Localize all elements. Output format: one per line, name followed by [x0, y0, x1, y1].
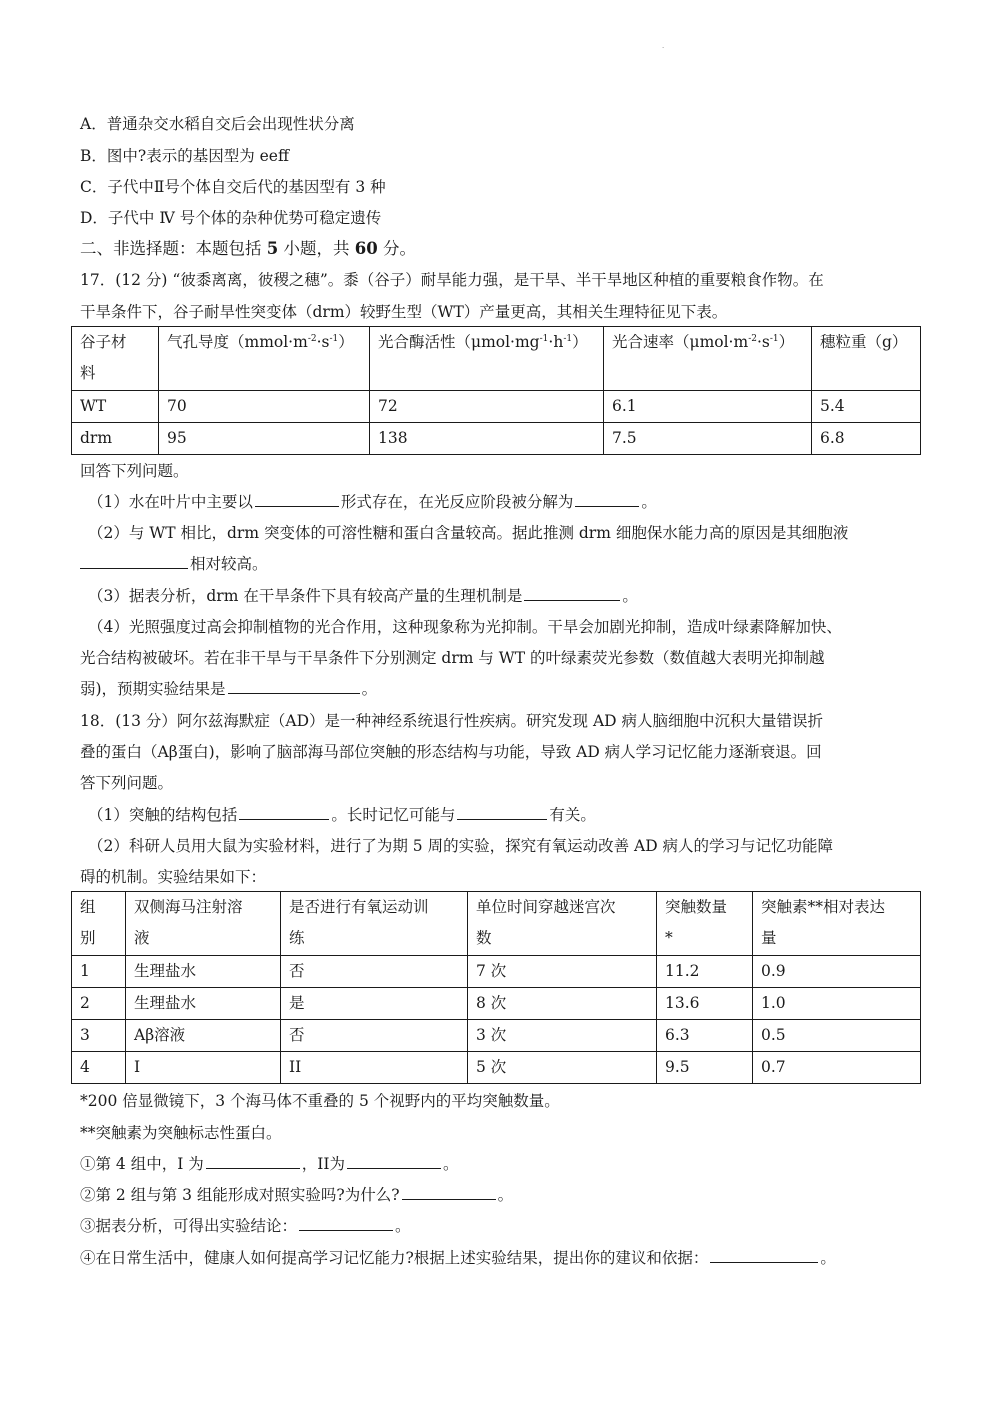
q17-answer-intro: 回答下列问题。 — [80, 462, 189, 480]
q18-cell: II — [281, 1052, 468, 1084]
q18-intro-line2: 叠的蛋白（Aβ蛋白)，影响了脑部海马部位突触的形态结构与功能，导致 AD 病人学习记忆能力逐渐衰退。回 — [80, 743, 822, 761]
q17-table-row — [72, 391, 921, 423]
q17-table-row — [72, 423, 921, 455]
q17-header-stomatal: 气孔导度$(mmol\cdot m^{-2}\cdot s^{-1})$ — [159, 327, 370, 391]
answer-blank[interactable] — [402, 1185, 496, 1200]
q18-header-injection: 双侧海马注射溶 液 — [126, 892, 281, 956]
q17-header-enzyme: 光合酶活性$(\mu mol\cdot mg^{-1}\cdot h^{-1})$ — [370, 327, 604, 391]
q18-cell: 是 — [281, 988, 468, 1020]
q18-sub1: ①第 4 组中，I 为 ，II为 。 — [80, 1155, 459, 1173]
page-mark: · — [662, 44, 665, 52]
q18-sub3: ③据表分析，可得出实验结论： 。 — [80, 1217, 411, 1235]
option-d: D．子代中 Ⅳ 号个体的杂种优势可稳定遗传 — [80, 209, 382, 227]
option-a: A．普通杂交水稻自交后会出现性状分离 — [80, 115, 355, 133]
q18-cell: 2 — [72, 988, 126, 1020]
q18-sub4: ④在日常生活中，健康人如何提高学习记忆能力?根据上述实验结果，提出你的建议和依据： 。 — [80, 1249, 836, 1267]
q17-part4-line2: 光合结构被破坏。若在非干旱与干旱条件下分别测定 drm 与 WT 的叶绿素荧光参数（数值越大表明光抑制越 — [80, 649, 825, 667]
q18-cell: I — [126, 1052, 281, 1084]
q17-cell: drm — [72, 423, 159, 455]
q17-part2-line2: 相对较高。 — [80, 554, 268, 574]
q18-footnote-1: *200 倍显微镜下，3 个海马体不重叠的 5 个视野内的平均突触数量。 — [80, 1092, 560, 1110]
q18-cell: 生理盐水 — [126, 988, 281, 1020]
q18-footnote-2: **突触素为突触标志性蛋白。 — [80, 1124, 282, 1142]
q18-cell: Aβ溶液 — [126, 1020, 281, 1052]
q18-cell: 生理盐水 — [126, 956, 281, 988]
q18-cell: 3 次 — [468, 1020, 657, 1052]
q17-header-rate: 光合速率$(\mu mol\cdot m^{-2}\cdot s^{-1})$ — [604, 327, 812, 391]
q18-cell: 1.0 — [753, 988, 921, 1020]
q17-cell: 5.4 — [812, 391, 921, 423]
q17-cell: 6.1 — [604, 391, 812, 423]
q18-header-synapse: 突触数量 * — [657, 892, 753, 956]
q18-table-row — [72, 1020, 921, 1052]
q17-cell: 6.8 — [812, 423, 921, 455]
q17-cell: 7.5 — [604, 423, 812, 455]
q18-cell: 0.9 — [753, 956, 921, 988]
q18-cell: 0.5 — [753, 1020, 921, 1052]
answer-blank[interactable] — [206, 1154, 300, 1169]
q18-cell: 7 次 — [468, 956, 657, 988]
q18-header-exercise: 是否进行有氧运动训 练 — [281, 892, 468, 956]
q18-table-row — [72, 988, 921, 1020]
q17-header-grain: 穗粒重（g） — [812, 327, 921, 391]
q18-intro-line3: 答下列问题。 — [80, 774, 174, 792]
q18-cell: 11.2 — [657, 956, 753, 988]
q17-part1: （1）水在叶片中主要以 形式存在，在光反应阶段被分解为 。 — [88, 493, 657, 511]
q17-cell: 70 — [159, 391, 370, 423]
answer-blank[interactable] — [255, 492, 339, 507]
q18-cell: 4 — [72, 1052, 126, 1084]
q17-table — [71, 326, 921, 455]
q18-header-group: 组 别 — [72, 892, 126, 956]
q18-cell: 否 — [281, 1020, 468, 1052]
q18-table — [71, 891, 921, 1084]
q18-part1: （1）突触的结构包括 。长时记忆可能与 有关。 — [88, 806, 596, 824]
q17-cell: WT — [72, 391, 159, 423]
q18-header-synaptophysin: 突触素**相对表达 量 — [753, 892, 921, 956]
q18-cell: 6.3 — [657, 1020, 753, 1052]
q18-part2-line2: 碍的机制。实验结果如下： — [80, 868, 267, 886]
q18-cell: 13.6 — [657, 988, 753, 1020]
answer-blank[interactable] — [524, 586, 620, 601]
option-c: C．子代中Ⅱ号个体自交后代的基因型有 3 种 — [80, 178, 386, 196]
option-b: B．图中?表示的基因型为 eeff — [80, 147, 289, 165]
answer-blank[interactable] — [457, 805, 547, 820]
q18-header-maze: 单位时间穿越迷宫次 数 — [468, 892, 657, 956]
q18-cell: 1 — [72, 956, 126, 988]
q17-intro-line1: 17．(12 分) “彼黍离离，彼稷之穗”。黍（谷子）耐旱能力强，是干旱、半干旱地区种植的重要粮食作物。在 — [80, 271, 824, 289]
q17-part4-line1: （4）光照强度过高会抑制植物的光合作用，这种现象称为光抑制。干旱会加剧光抑制，造成叶绿素降解加快、 — [88, 618, 842, 636]
answer-blank[interactable] — [299, 1216, 393, 1231]
q18-cell: 8 次 — [468, 988, 657, 1020]
q18-cell: 否 — [281, 956, 468, 988]
q17-part4-line3: 弱)，预期实验结果是 。 — [80, 680, 378, 698]
q18-intro-line1: 18．(13 分）阿尔兹海默症（AD）是一种神经系统退行性疾病。研究发现 AD 病人脑细胞中沉积大量错误折 — [80, 712, 824, 730]
answer-blank[interactable] — [710, 1248, 818, 1263]
q17-cell: 72 — [370, 391, 604, 423]
answer-blank[interactable] — [80, 554, 188, 569]
q17-part3: （3）据表分析，drm 在干旱条件下具有较高产量的生理机制是 。 — [88, 587, 638, 605]
answer-blank[interactable] — [228, 679, 360, 694]
q18-part2-line1: （2）科研人员用大鼠为实验材料，进行了为期 5 周的实验，探究有氧运动改善 AD 病人的学习与记忆功能障 — [88, 837, 834, 855]
q18-table-row — [72, 1052, 921, 1084]
q17-intro-line2: 干旱条件下，谷子耐旱性突变体（drm）较野生型（WT）产量更高，其相关生理特征见下表。 — [80, 303, 728, 321]
answer-blank[interactable] — [239, 805, 329, 820]
q18-cell: 9.5 — [657, 1052, 753, 1084]
q17-part2-line1: （2）与 WT 相比，drm 突变体的可溶性糖和蛋白含量较高。据此推测 drm 细胞保水能力高的原因是其细胞液 — [88, 524, 849, 542]
section-heading: 二、非选择题：本题包括 5 小题，共 60 分。 — [80, 239, 416, 258]
q17-header-material: 谷子材 料 — [72, 327, 159, 391]
q18-cell: 3 — [72, 1020, 126, 1052]
q18-sub2: ②第 2 组与第 3 组能形成对照实验吗?为什么? 。 — [80, 1186, 514, 1204]
answer-blank[interactable] — [347, 1154, 441, 1169]
q18-cell: 5 次 — [468, 1052, 657, 1084]
q18-table-row — [72, 956, 921, 988]
q18-cell: 0.7 — [753, 1052, 921, 1084]
q17-cell: 138 — [370, 423, 604, 455]
q17-cell: 95 — [159, 423, 370, 455]
answer-blank[interactable] — [575, 492, 639, 507]
